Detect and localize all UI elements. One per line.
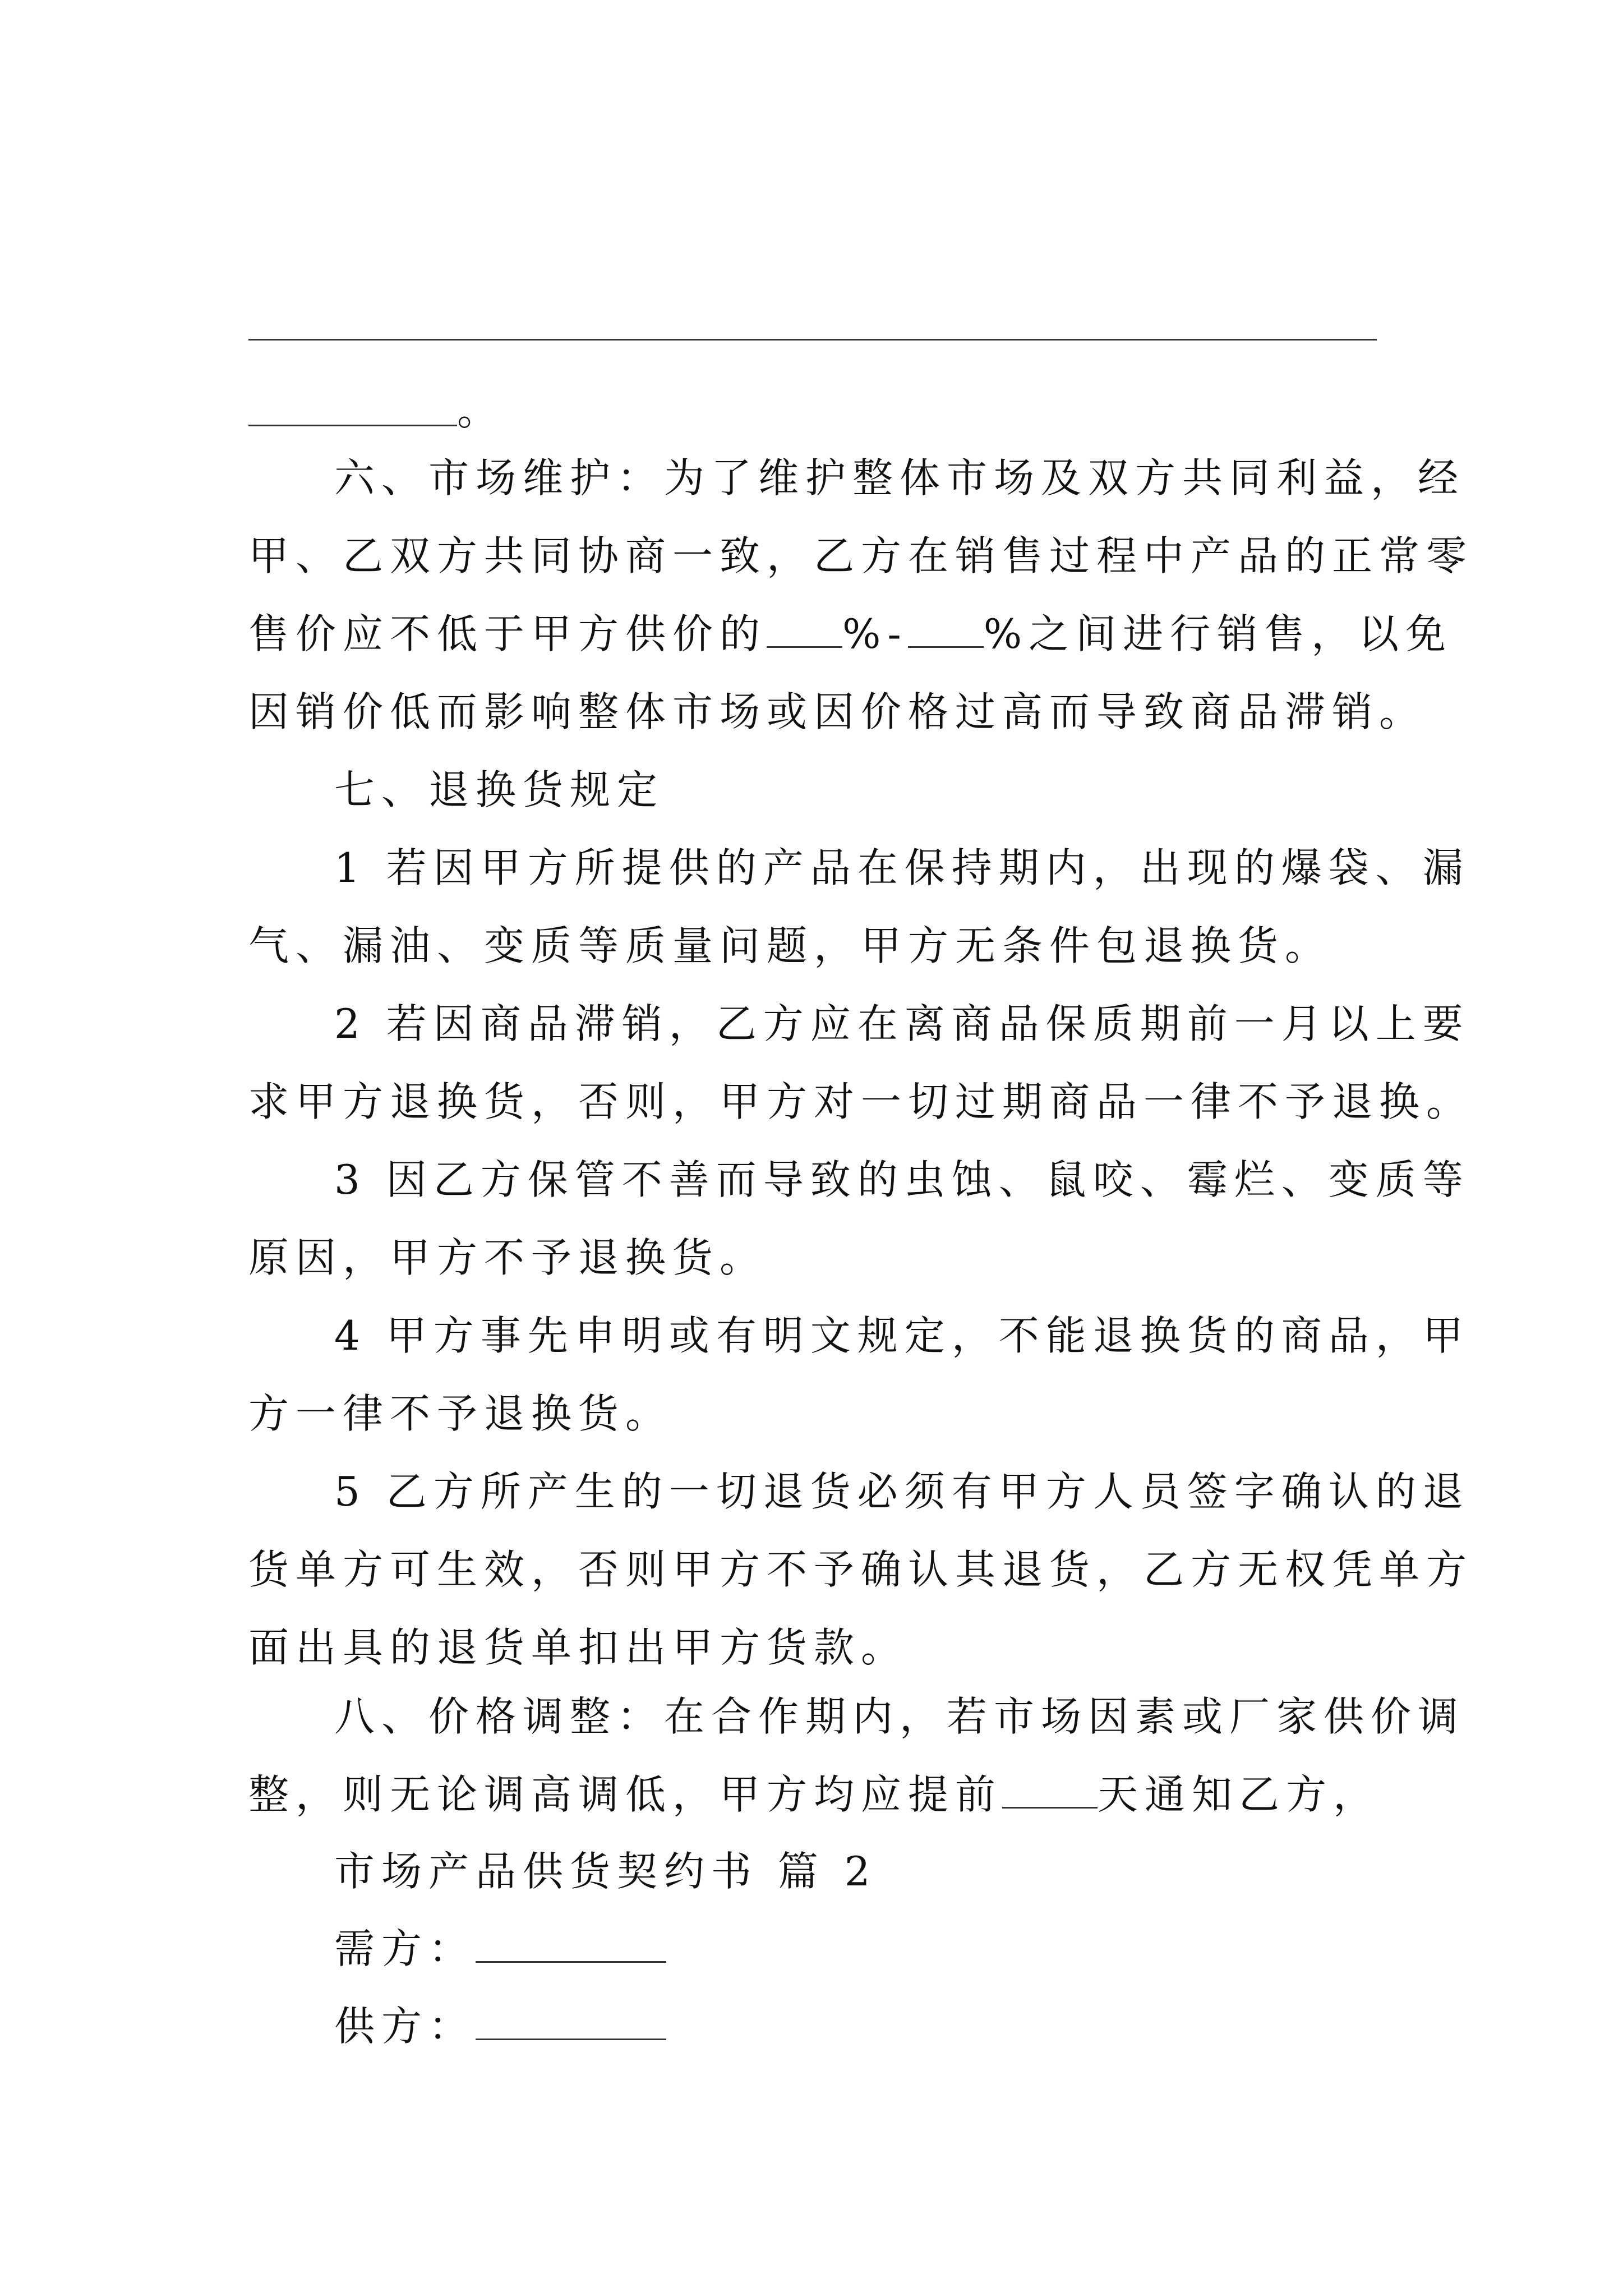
short-fill-in-line [248,425,457,426]
paragraph-line: 4 甲方事先申明或有明文规定，不能退换货的商品，甲 [334,1312,1470,1359]
supplier-blank [476,2005,666,2040]
text-segment: 天通知乙方， [1098,1771,1381,1818]
fill-in-line-end [248,384,497,438]
paragraph-line: 货单方可生效，否则甲方不予确认其退货，乙方无权凭单方 [248,1546,1474,1593]
paragraph-line: 2 若因商品滞销，乙方应在离商品保质期前一月以上要 [334,1000,1470,1047]
paragraph-line [248,1756,1393,1834]
part-2-title: 市场产品供货契约书 篇 2 [334,1848,877,1895]
paragraph-line: 面出具的退货单扣出甲方货款。 [248,1624,909,1671]
paragraph-line: 因销价低而影响整体市场或因价格过高而导致商品滞销。 [248,688,1427,735]
percent-max-blank [908,613,984,648]
supplier-field [334,1987,666,2065]
days-blank [1002,1773,1098,1809]
paragraph-line: 5 乙方所产生的一切退货必须有甲方人员签字确认的退 [334,1468,1470,1515]
buyer-blank [476,1927,666,1963]
paragraph-line [248,595,1453,673]
paragraph-line: 3 因乙方保管不善而导致的虫蚀、鼠咬、霉烂、变质等 [334,1156,1470,1203]
section-7 [248,751,1474,1687]
paragraph-line: 甲、乙双方共同协商一致，乙方在销售过程中产品的正常零 [248,532,1474,579]
paragraph-line: 方一律不予退换货。 [248,1390,673,1437]
paragraph-line: 六、市场维护：为了维护整体市场及双方共同利益，经 [334,454,1465,501]
fill-in-line [248,339,1377,341]
supplier-label: 供方： [334,2003,476,2050]
paragraph-line: 1 若因甲方所提供的产品在保持期内，出现的爆袋、漏 [334,844,1470,891]
paragraph-line: 八、价格调整：在合作期内，若市场因素或厂家供价调 [334,1693,1465,1740]
text-segment: %- [842,610,908,657]
buyer-label: 需方： [334,1925,476,1972]
end-punctuation: 。 [457,387,498,434]
text-segment: 整，则无论调高调低，甲方均应提前 [248,1771,1003,1818]
buyer-field [334,1910,666,1988]
text-segment: %之间进行销售，以免 [983,610,1453,657]
paragraph-line: 气、漏油、变质等质量问题，甲方无条件包退换货。 [248,922,1332,969]
section-8 [248,1678,1465,1834]
paragraph-line: 求甲方退换货，否则，甲方对一切过期商品一律不予退换。 [248,1078,1474,1125]
section-6 [248,439,1474,751]
text-segment: 售价应不低于甲方供价的 [248,610,767,657]
section-heading: 七、退换货规定 [334,766,665,813]
percent-min-blank [767,613,842,648]
paragraph-line: 原因，甲方不予退换货。 [248,1234,767,1281]
